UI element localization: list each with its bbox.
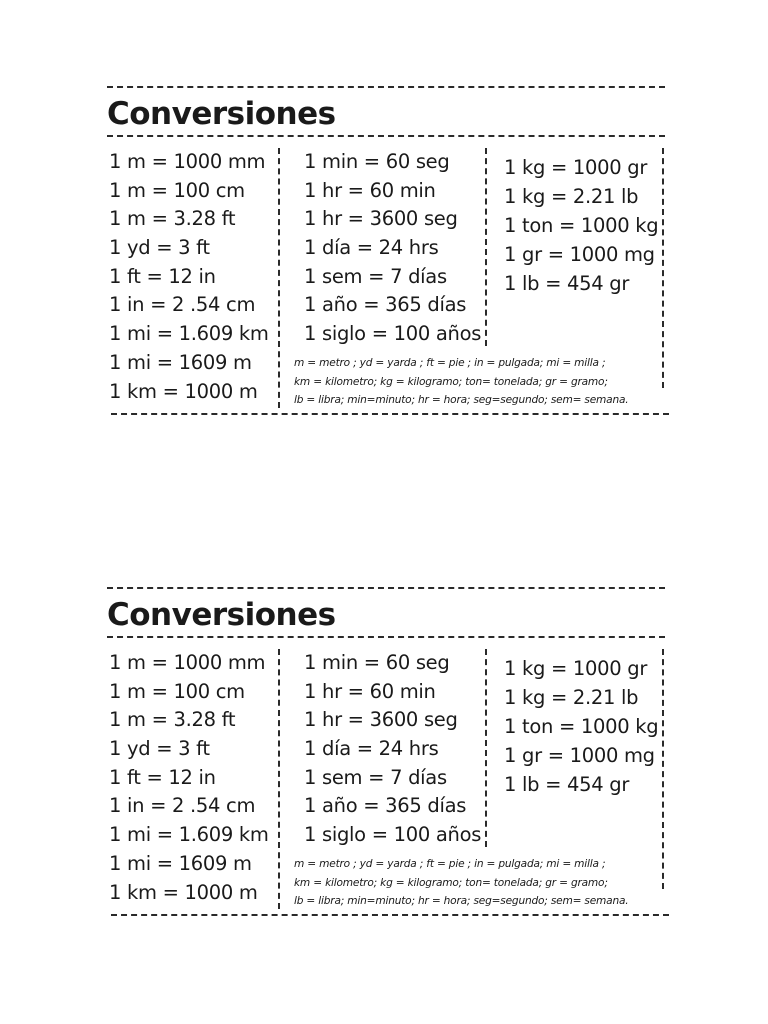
time-conversions [304, 148, 481, 349]
length-item: 1 mi = 1609 m [109, 350, 252, 374]
length-conversions [109, 649, 269, 907]
length-item: 1 mi = 1.609 km [109, 823, 269, 847]
abbreviation-legend [294, 855, 674, 911]
length-item: 1 m = 100 cm [109, 679, 245, 703]
mass-item: 1 gr = 1000 mg [504, 744, 655, 767]
time-item: 1 año = 365 días [304, 794, 467, 818]
time-item: 1 hr = 3600 seg [304, 708, 458, 732]
conversion-card-1 [107, 86, 673, 421]
length-item: 1 ft = 12 in [109, 765, 216, 789]
length-item: 1 m = 1000 mm [109, 651, 266, 674]
time-item: 1 min = 60 seg [304, 651, 450, 674]
title-dashed-rule [107, 636, 665, 638]
length-item: 1 in = 2 .54 cm [109, 794, 256, 818]
length-item: 1 ft = 12 in [109, 264, 216, 288]
conversion-card-2 [107, 587, 673, 922]
legend-line: m = metro ; yd = yarda ; ft = pie ; in = pulgada; mi = milla ; [294, 357, 606, 369]
column-divider-3 [662, 148, 664, 388]
mass-item: 1 lb = 454 gr [504, 773, 630, 796]
abbreviation-legend [294, 354, 674, 410]
time-conversions [304, 649, 481, 850]
mass-item: 1 kg = 2.21 lb [504, 686, 639, 709]
mass-item: 1 ton = 1000 kg [504, 715, 659, 738]
card-title: Conversiones [107, 96, 336, 132]
time-item: 1 hr = 60 min [304, 178, 436, 202]
time-item: 1 sem = 7 días [304, 765, 447, 789]
mass-conversions [504, 654, 658, 799]
bottom-dashed-rule [111, 413, 669, 415]
top-dashed-rule [107, 587, 665, 589]
title-dashed-rule [107, 135, 665, 137]
length-item: 1 in = 2 .54 cm [109, 293, 256, 317]
length-conversions [109, 148, 269, 406]
top-dashed-rule [107, 86, 665, 88]
column-divider-1 [278, 649, 280, 909]
length-item: 1 yd = 3 ft [109, 737, 210, 761]
column-divider-3 [662, 649, 664, 889]
length-item: 1 mi = 1.609 km [109, 322, 269, 346]
length-item: 1 yd = 3 ft [109, 236, 210, 260]
mass-item: 1 kg = 1000 gr [504, 156, 648, 179]
mass-item: 1 kg = 1000 gr [504, 657, 648, 680]
mass-item: 1 kg = 2.21 lb [504, 185, 639, 208]
time-item: 1 año = 365 días [304, 293, 467, 317]
legend-line: km = kilometro; kg = kilogramo; ton= tonelada; gr = gramo; [294, 375, 608, 388]
time-item: 1 hr = 60 min [304, 679, 436, 703]
time-item: 1 día = 24 hrs [304, 737, 439, 761]
time-item: 1 siglo = 100 años [304, 823, 482, 847]
legend-line: m = metro ; yd = yarda ; ft = pie ; in = pulgada; mi = milla ; [294, 858, 606, 870]
column-divider-1 [278, 148, 280, 408]
time-item: 1 sem = 7 días [304, 264, 447, 288]
bottom-dashed-rule [111, 914, 669, 916]
mass-item: 1 ton = 1000 kg [504, 214, 659, 237]
legend-line: km = kilometro; kg = kilogramo; ton= tonelada; gr = gramo; [294, 876, 608, 889]
column-divider-2 [485, 148, 487, 346]
length-item: 1 m = 100 cm [109, 178, 245, 202]
time-item: 1 siglo = 100 años [304, 322, 482, 346]
time-item: 1 hr = 3600 seg [304, 207, 458, 231]
card-title: Conversiones [107, 597, 336, 633]
column-divider-2 [485, 649, 487, 847]
length-item: 1 km = 1000 m [109, 379, 258, 403]
length-item: 1 m = 1000 mm [109, 150, 266, 173]
mass-item: 1 gr = 1000 mg [504, 243, 655, 266]
length-item: 1 km = 1000 m [109, 880, 258, 904]
legend-line: lb = libra; min=minuto; hr = hora; seg=segundo; sem= semana. [294, 394, 629, 406]
length-item: 1 m = 3.28 ft [109, 708, 236, 732]
length-item: 1 m = 3.28 ft [109, 207, 236, 231]
legend-line: lb = libra; min=minuto; hr = hora; seg=segundo; sem= semana. [294, 895, 629, 907]
length-item: 1 mi = 1609 m [109, 851, 252, 875]
time-item: 1 día = 24 hrs [304, 236, 439, 260]
time-item: 1 min = 60 seg [304, 150, 450, 173]
mass-conversions [504, 153, 658, 298]
mass-item: 1 lb = 454 gr [504, 272, 630, 295]
